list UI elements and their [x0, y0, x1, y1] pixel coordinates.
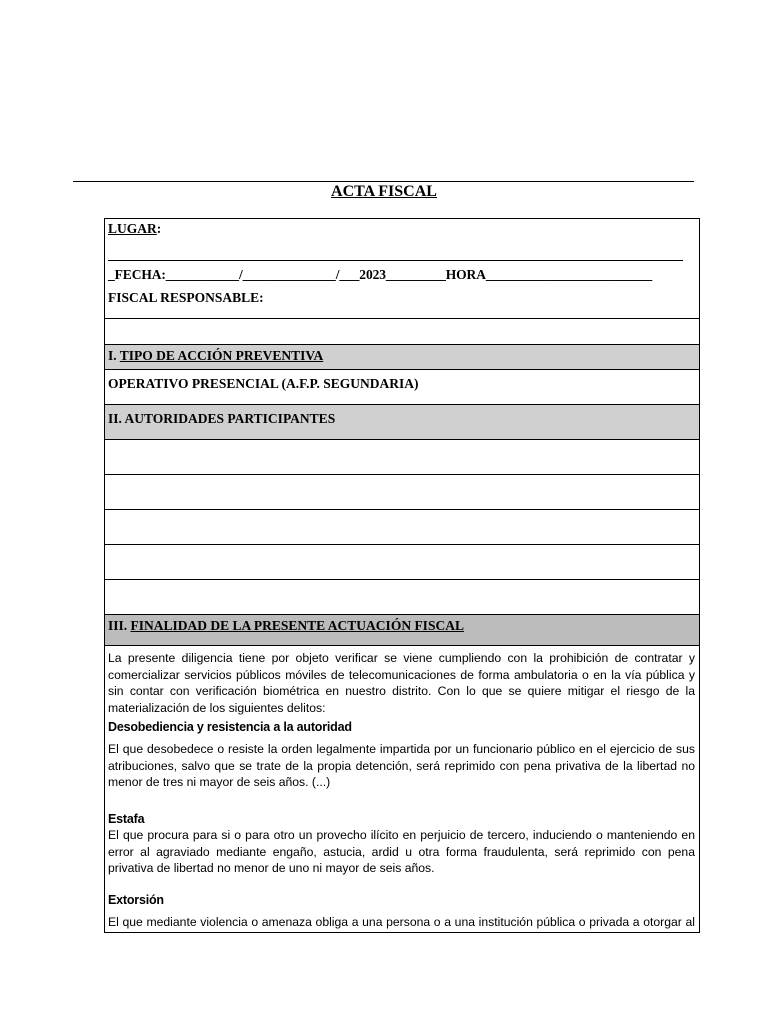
fiscal-responsable-field[interactable]: [105, 318, 699, 344]
fiscal-responsable-label: FISCAL RESPONSABLE:: [108, 290, 264, 305]
fecha-hora-line[interactable]: _FECHA:___________/______________/___2023_________HORA_________________________: [108, 267, 653, 282]
autoridad-row-3[interactable]: [105, 509, 699, 544]
autoridad-row-1[interactable]: [105, 439, 699, 474]
section-3-body: [105, 645, 699, 934]
autoridad-row-2[interactable]: [105, 474, 699, 509]
section-1-content: OPERATIVO PRESENCIAL (A.F.P. SEGUNDARIA): [108, 376, 419, 391]
lugar-colon: :: [156, 221, 162, 236]
section-1-title: TIPO DE ACCIÓN PREVENTIVA: [119, 348, 324, 363]
section-3-intro: La presente diligencia tiene por objeto verificar se viene cumpliendo con la prohibición de contratar y comercializar servicios públicos móviles de telecomunicaciones de forma ambulatoria o en la vía pública y sin contar con verificación biométrica en nuestro distrito. Con lo que se quiere mitigar el riesgo de la materialización de los siguientes delitos:: [108, 651, 695, 715]
lugar-blank-line[interactable]: [108, 260, 683, 261]
section-1-header: [105, 344, 699, 369]
section-1-number: I.: [108, 348, 117, 363]
section-2-header: [105, 404, 699, 439]
crime-1-name: Desobediencia y resistencia a la autoridad: [108, 720, 352, 734]
section-3-number: III.: [108, 618, 128, 633]
section-2-title: II. AUTORIDADES PARTICIPANTES: [108, 411, 336, 426]
section-3-title: FINALIDAD DE LA PRESENTE ACTUACIÓN FISCAL: [130, 618, 464, 633]
crime-2-name: Estafa: [108, 812, 145, 826]
crime-3-name: Extorsión: [108, 893, 164, 907]
section-3-title-wrap: [108, 618, 464, 634]
autoridad-row-5[interactable]: [105, 579, 699, 614]
autoridad-row-4[interactable]: [105, 544, 699, 579]
crime-1-text: El que desobedece o resiste la orden legalmente impartida por un funcionario público en el ejercicio de sus atribuciones, salvo que se trate de la propia detención, será reprimido con pena privativa de la libertad no menor de tres ni mayor de seis años. (...): [108, 742, 695, 789]
crime-3-text: El que mediante violencia o amenaza obliga a una persona o a una institución pública o privada a otorgar al: [108, 915, 695, 929]
top-rule: [73, 181, 694, 182]
document-title: ACTA FISCAL: [331, 183, 437, 200]
crime-2-text: El que procura para si o para otro un provecho ilícito en perjuicio de tercero, induciendo o manteniendo en error al agraviado mediante engaño, astucia, ardid u otra forma fraudulenta, será reprimido con pena privativa de libertad no menor de uno ni mayor de seis años.: [108, 828, 695, 875]
section-3-header: [105, 614, 699, 645]
section-1-title-wrap: [108, 348, 323, 364]
section-1-content-row: [105, 369, 699, 404]
lugar-label: LUGAR: [108, 221, 157, 236]
lugar-label-wrap: [108, 221, 161, 237]
acta-form: [104, 218, 700, 933]
